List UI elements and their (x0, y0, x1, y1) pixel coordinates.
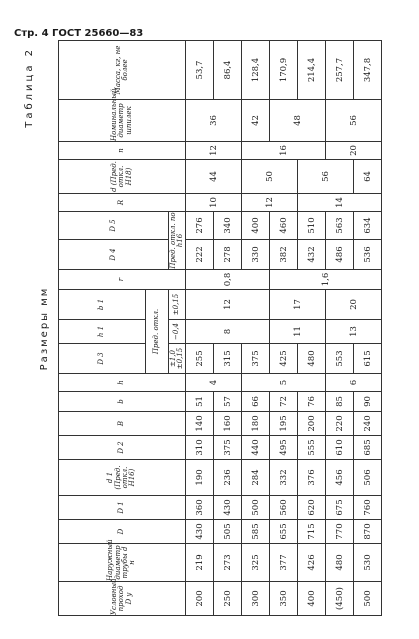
table-caption: Размеры мм (39, 286, 50, 371)
cell: 555 (298, 436, 326, 460)
cell: 57 (214, 392, 242, 412)
cell: 240 (354, 412, 382, 436)
cell: 11 (270, 320, 326, 344)
cell: 430 (214, 496, 242, 520)
col-b: b (59, 392, 186, 412)
cell: 426 (298, 544, 326, 582)
col-D5: D 5 (59, 212, 169, 240)
col-dn: Наружный диаметр трубы d н (59, 544, 186, 582)
cell: 273 (214, 544, 242, 582)
cell: 500 (242, 496, 270, 520)
cell: 425 (270, 344, 298, 374)
cell: 250 (214, 582, 242, 616)
cell: 655 (270, 520, 298, 544)
cell: 634 (354, 212, 382, 240)
cell: 64 (354, 160, 382, 194)
col-R: R (59, 194, 186, 212)
subheader-pred-otkl: Пред. откл. (146, 290, 169, 374)
cell: 140 (186, 412, 214, 436)
cell: 506 (354, 460, 382, 496)
cell: 715 (298, 520, 326, 544)
cell: 220 (326, 412, 354, 436)
cell: 310 (186, 436, 214, 460)
cell: 200 (186, 582, 214, 616)
cell: 8 (186, 320, 270, 344)
cell: 360 (186, 496, 214, 520)
cell: 5 (242, 374, 326, 392)
subheader-pred-otkl-h16: Пред. откл. по h16 (168, 212, 184, 269)
cell: 236 (214, 460, 242, 496)
col-D4: D 4 (59, 240, 169, 270)
cell: 222 (186, 240, 214, 270)
cell: 495 (270, 436, 298, 460)
cell: 190 (186, 460, 214, 496)
cell: 620 (298, 496, 326, 520)
cell: 440 (242, 436, 270, 460)
cell: 377 (270, 544, 298, 582)
page-header: Стр. 4 ГОСТ 25660—83 (14, 28, 144, 39)
cell: 347,8 (354, 41, 382, 100)
cell: 332 (270, 460, 298, 496)
cell: 255 (186, 344, 214, 374)
cell: 615 (354, 344, 382, 374)
cell: 17 (270, 290, 326, 320)
cell: 76 (298, 392, 326, 412)
cell: 219 (186, 544, 214, 582)
col-h: h (59, 374, 186, 392)
cell: 870 (354, 520, 382, 544)
cell: 480 (326, 544, 354, 582)
cell: 53,7 (186, 41, 214, 100)
col-mass: Масса, кг, не более (59, 41, 186, 100)
cell: 430 (186, 520, 214, 544)
cell: 4 (186, 374, 242, 392)
cell: 330 (242, 240, 270, 270)
cell: (450) (326, 582, 354, 616)
cell: 51 (186, 392, 214, 412)
cell: 36 (186, 100, 242, 142)
table-number: Таблица 2 (24, 47, 35, 128)
col-b1: b 1 (59, 290, 146, 320)
col-r: r (59, 270, 186, 290)
tol-d3: ±1,0 ±0,15 (169, 344, 186, 374)
cell: 20 (326, 290, 382, 320)
cell: 16 (242, 142, 326, 160)
table-row (270, 41, 298, 616)
cell: 400 (242, 212, 270, 240)
cell: 505 (214, 520, 242, 544)
cell: 300 (242, 582, 270, 616)
cell: 257,7 (326, 41, 354, 100)
cell: 56 (326, 100, 382, 142)
col-D2: D 2 (59, 436, 186, 460)
cell: 375 (214, 436, 242, 460)
col-dy: Условный проход D y (59, 582, 186, 616)
cell: 6 (326, 374, 382, 392)
cell: 200 (298, 412, 326, 436)
col-pin: Номинальный диаметр шпилек (59, 100, 186, 142)
col-D: D (59, 520, 186, 544)
col-D1: D 1 (59, 496, 186, 520)
tol-b1: ±0,15 (169, 290, 186, 320)
cell: 14 (298, 194, 382, 212)
cell: 375 (242, 344, 270, 374)
col-D3: D 3 (59, 344, 146, 374)
cell: 44 (186, 160, 242, 194)
cell: 510 (298, 212, 326, 240)
cell: 400 (298, 582, 326, 616)
cell: 685 (354, 436, 382, 460)
cell: 486 (326, 240, 354, 270)
cell: 1,6 (270, 270, 382, 290)
cell: 10 (186, 194, 242, 212)
cell: 72 (270, 392, 298, 412)
cell: 214,4 (298, 41, 326, 100)
cell: 160 (214, 412, 242, 436)
cell: 376 (298, 460, 326, 496)
cell: 770 (326, 520, 354, 544)
cell: 563 (326, 212, 354, 240)
cell: 536 (354, 240, 382, 270)
cell: 350 (270, 582, 298, 616)
cell: 530 (354, 544, 382, 582)
cell: 0,8 (186, 270, 270, 290)
cell: 85 (326, 392, 354, 412)
table-row (186, 41, 214, 616)
col-d1: d 1 (Пред. откл. H16) (59, 460, 186, 496)
cell: 382 (270, 240, 298, 270)
cell: 13 (326, 320, 382, 344)
table-row (326, 41, 354, 616)
cell: 325 (242, 544, 270, 582)
cell: 50 (242, 160, 298, 194)
cell: 675 (326, 496, 354, 520)
cell: 20 (326, 142, 382, 160)
cell: 432 (298, 240, 326, 270)
cell: 284 (242, 460, 270, 496)
dimensions-table (58, 40, 382, 616)
cell: 56 (298, 160, 354, 194)
cell: 610 (326, 436, 354, 460)
cell: 340 (214, 212, 242, 240)
col-h1: h 1 (59, 320, 146, 344)
cell: 560 (270, 496, 298, 520)
cell: 48 (270, 100, 326, 142)
col-B: B (59, 412, 186, 436)
cell: 90 (354, 392, 382, 412)
cell: 180 (242, 412, 270, 436)
cell: 170,9 (270, 41, 298, 100)
cell: 456 (326, 460, 354, 496)
cell: 86,4 (214, 41, 242, 100)
tol-h1: −0,4 (169, 320, 186, 344)
cell: 553 (326, 344, 354, 374)
cell: 500 (354, 582, 382, 616)
cell: 128,4 (242, 41, 270, 100)
col-d: d (Пред. откл. H18) (59, 160, 186, 194)
cell: 760 (354, 496, 382, 520)
cell: 585 (242, 520, 270, 544)
header-row (59, 41, 146, 616)
cell: 278 (214, 240, 242, 270)
col-n: n (59, 142, 186, 160)
cell: 12 (186, 290, 270, 320)
cell: 460 (270, 212, 298, 240)
cell: 315 (214, 344, 242, 374)
cell: 12 (186, 142, 242, 160)
cell: 195 (270, 412, 298, 436)
cell: 276 (186, 212, 214, 240)
cell: 480 (298, 344, 326, 374)
cell: 12 (242, 194, 298, 212)
cell: 66 (242, 392, 270, 412)
cell: 42 (242, 100, 270, 142)
rotated-table-region (22, 41, 402, 616)
